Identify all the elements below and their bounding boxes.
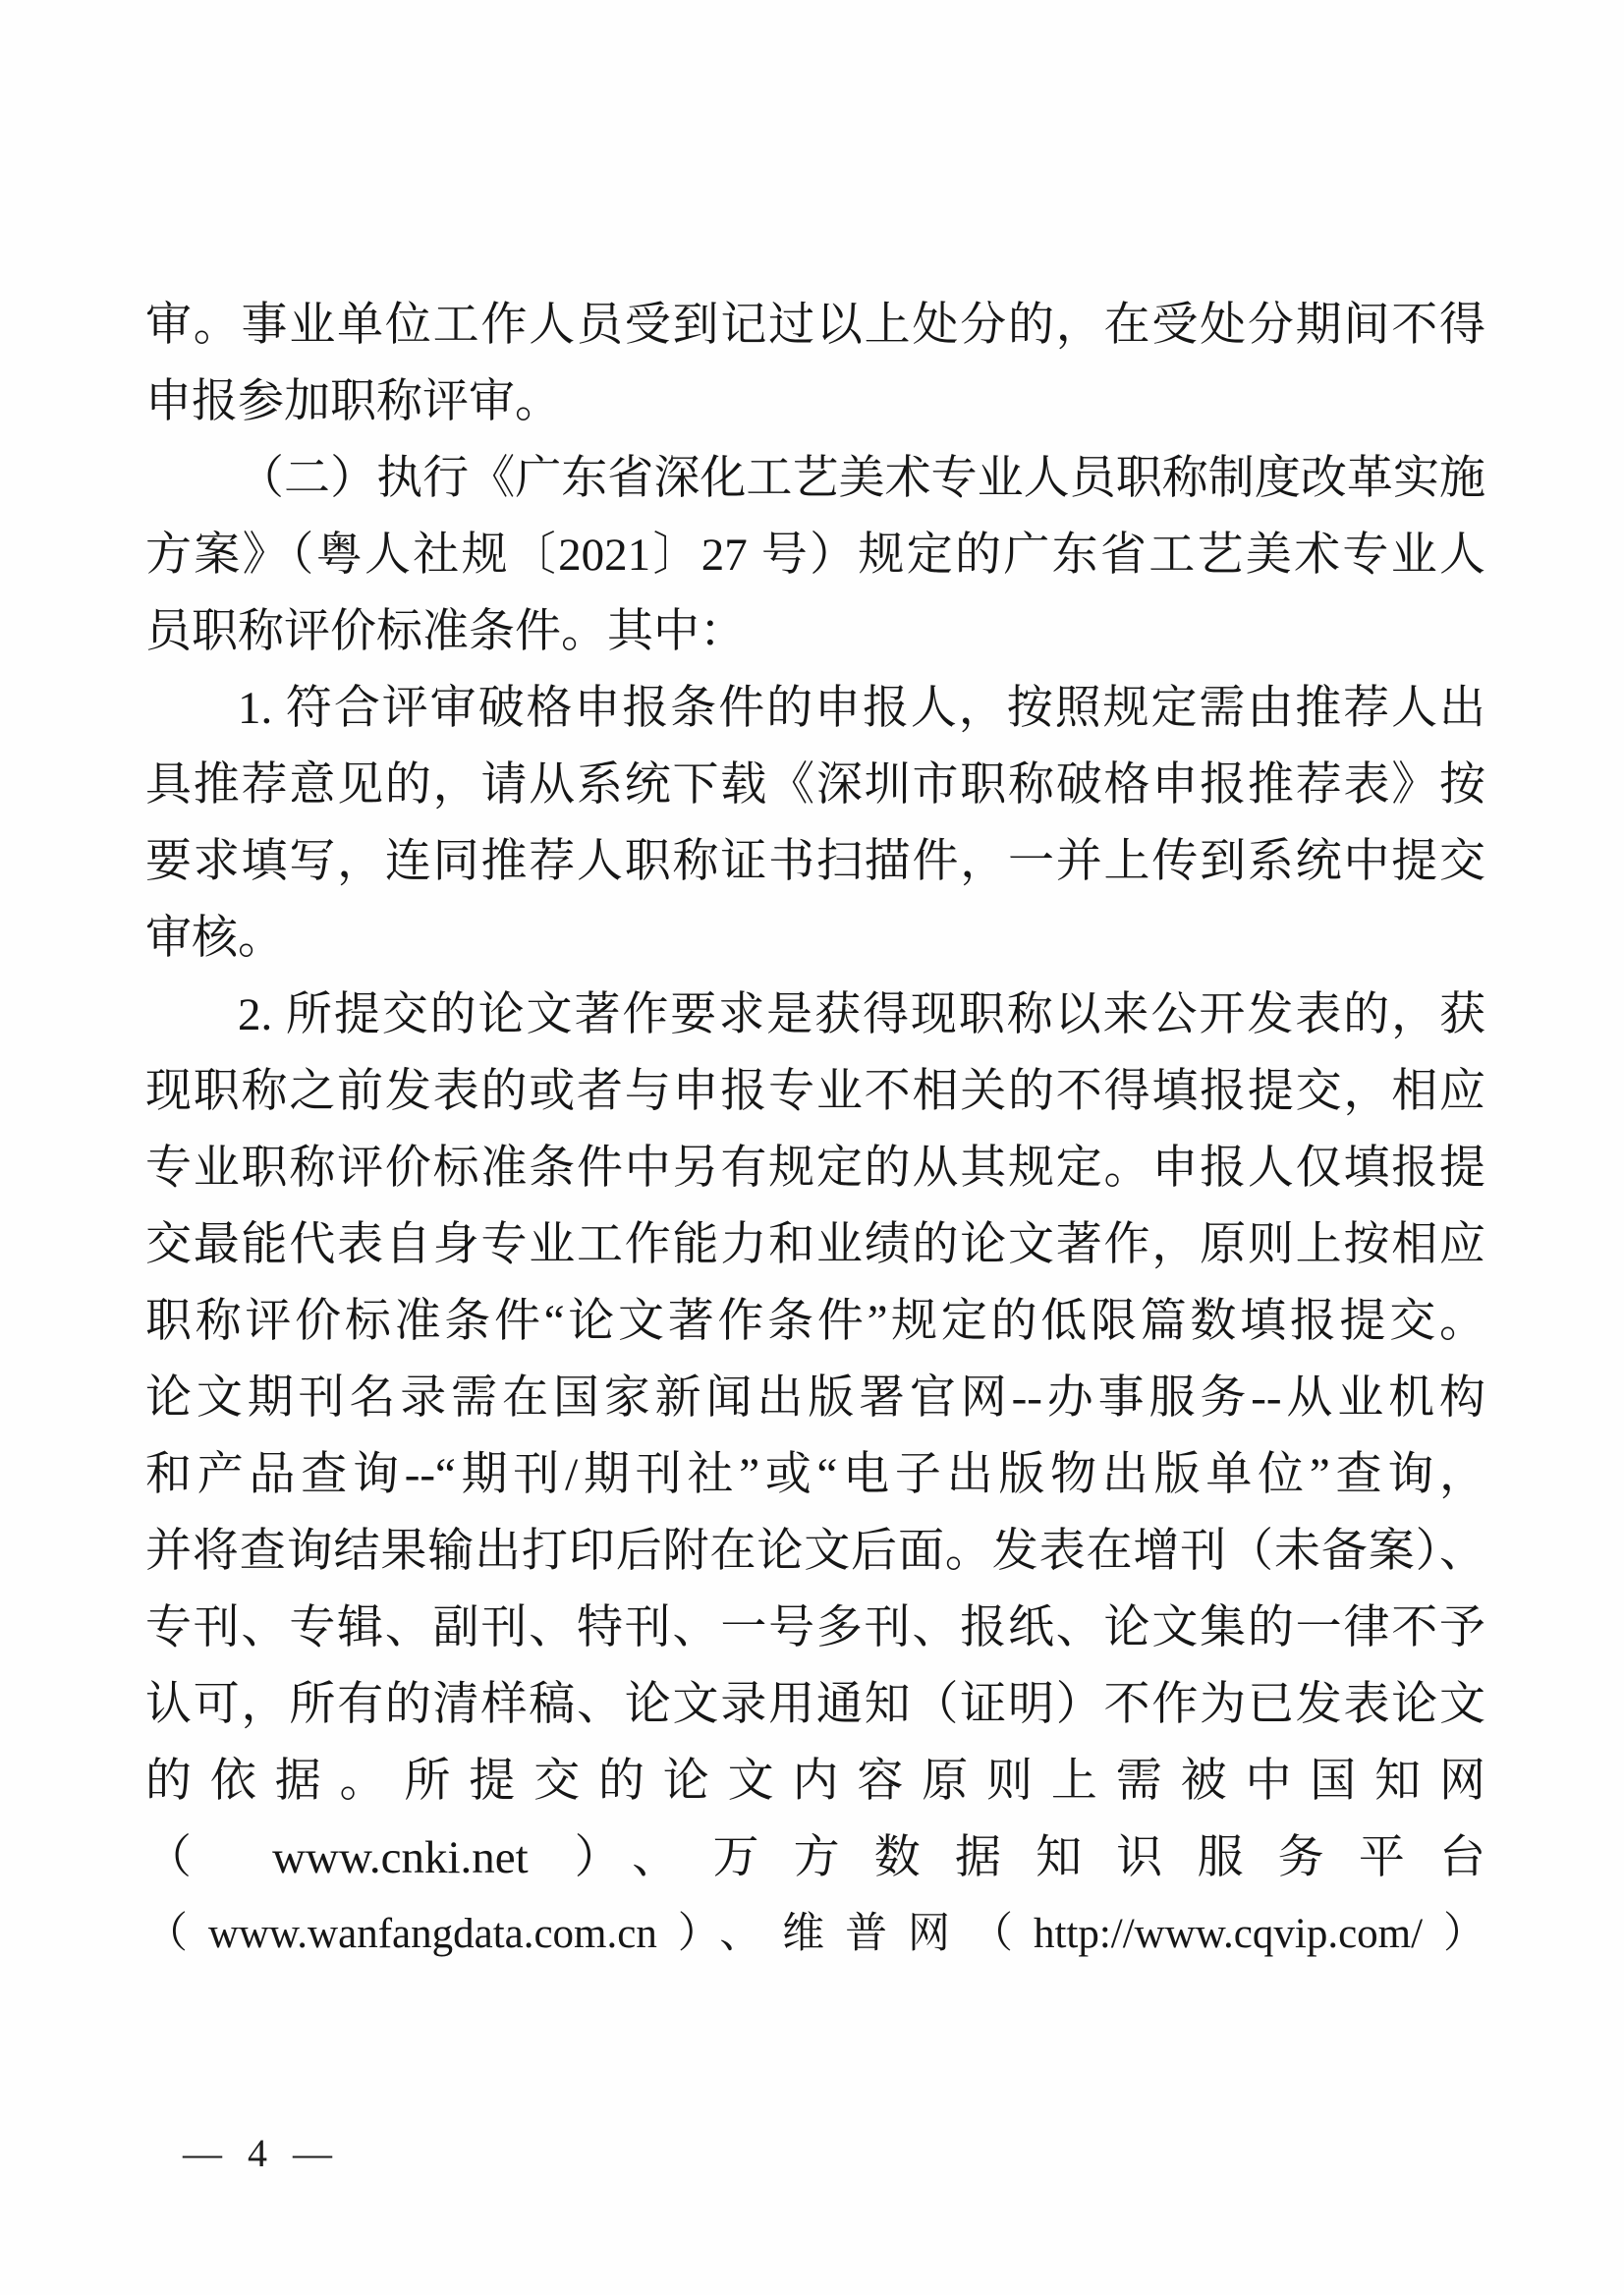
text-line: 1. 符合评审破格申报条件的申报人，按照规定需由推荐人出 — [238, 683, 1485, 734]
text-line: 交最能代表自身专业工作能力和业绩的论文著作，原则上按相应 — [145, 1219, 1485, 1270]
text-line: 职称评价标准条件“论文著作条件”规定的低限篇数填报提交。 — [145, 1296, 1485, 1347]
document-body-text — [145, 287, 1485, 1973]
text-line: 专刊、专辑、副刊、特刊、一号多刊、报纸、论文集的一律不予 — [145, 1602, 1485, 1653]
text-line: 申报参加职称评审。 — [145, 376, 561, 427]
text-line: 方案》（粤人社规〔2021〕27 号）规定的广东省工艺美术专业人 — [145, 530, 1485, 581]
text-line: 审。事业单位工作人员受到记过以上处分的，在受处分期间不得 — [145, 300, 1485, 351]
text-line: 现职称之前发表的或者与申报专业不相关的不得填报提交，相应 — [145, 1066, 1485, 1117]
text-line: 审核。 — [145, 913, 284, 964]
text-line: 并将查询结果输出打印后附在论文后面。发表在增刊（未备案）、 — [145, 1526, 1485, 1577]
text-line: 认可，所有的清样稿、论文录用通知（证明）不作为已发表论文 — [145, 1679, 1485, 1730]
text-line: 要求填写，连同推荐人职称证书扫描件，一并上传到系统中提交 — [145, 836, 1485, 887]
text-line: 员职称评价标准条件。其中： — [145, 606, 746, 657]
text-line: 和产品查询--“期刊/期刊社”或“电子出版物出版单位”查询， — [145, 1449, 1485, 1500]
text-line: 论文期刊名录需在国家新闻出版署官网--办事服务--从业机构 — [145, 1372, 1485, 1424]
text-line: 2. 所提交的论文著作要求是获得现职称以来公开发表的，获 — [238, 989, 1485, 1040]
text-line: （www.wanfangdata.com.cn）、维普网（http://www.cqvip.com/） — [145, 1911, 1485, 1957]
text-line: 专业职称评价标准条件中另有规定的从其规定。申报人仅填报提 — [145, 1143, 1485, 1194]
text-line: （ www.cnki.net ）、万方数据知识服务平台 — [145, 1832, 1485, 1883]
text-line: 的依据。所提交的论文内容原则上需被中国知网 — [145, 1756, 1485, 1807]
text-line: 具推荐意见的，请从系统下载《深圳市职称破格申报推荐表》按 — [145, 759, 1485, 811]
text-line: （二）执行《广东省深化工艺美术专业人员职称制度改革实施 — [238, 453, 1485, 504]
page-number: — 4 — — [183, 2131, 340, 2175]
